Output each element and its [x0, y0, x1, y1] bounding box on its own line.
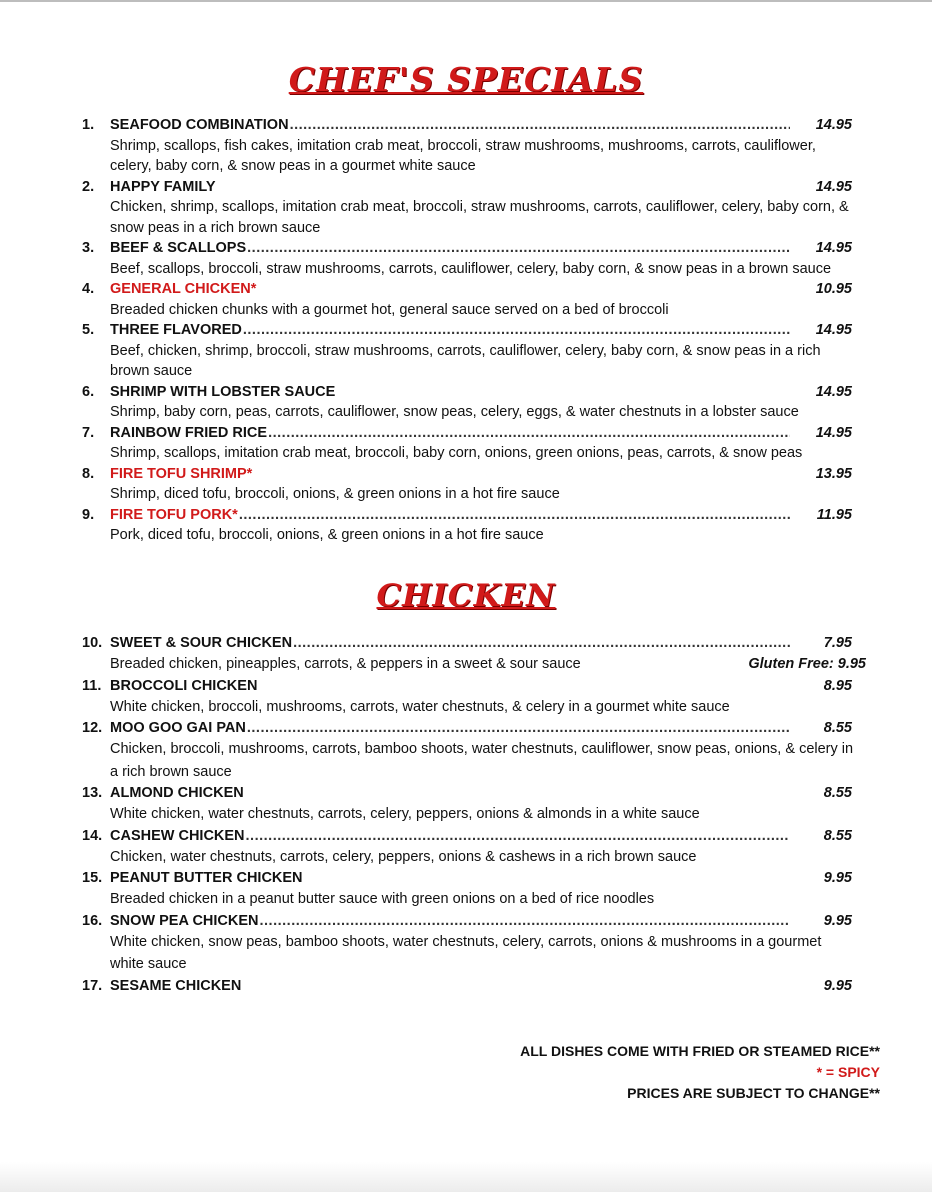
item-number: 8.: [82, 465, 95, 482]
item-name: SEAFOOD COMBINATION: [110, 117, 289, 133]
item-name: SWEET & SOUR CHICKEN: [110, 635, 293, 651]
item-name: FIRE TOFU PORK*: [110, 506, 238, 523]
item-description: Shrimp, scallops, imitation crab meat, broccoli, baby corn, onions, green onions, peas, carrots, & snow peas: [110, 445, 803, 461]
item-name: FIRE TOFU SHRIMP*: [110, 465, 253, 482]
item-description: Shrimp, scallops, fish cakes, imitation crab meat, broccoli, straw mushrooms, mushrooms, carrots, cauliflower, celery, baby corn, & snow peas in a gourmet white sauce: [110, 137, 816, 174]
item-description: [110, 653, 866, 676]
item-number: 17.: [82, 977, 103, 994]
menu-item: [82, 783, 852, 826]
item-price: 9.95: [823, 977, 852, 994]
item-description: Beef, chicken, shrimp, broccoli, straw mushrooms, carrots, cauliflower, celery, baby corn, & snow peas in a rich brown sauce: [110, 342, 821, 379]
chefs-specials-list: [82, 115, 852, 546]
item-price: 14.95: [815, 240, 852, 256]
item-name: BEEF & SCALLOPS: [110, 240, 247, 256]
item-number: 15.: [82, 870, 103, 886]
item-number: 2.: [82, 178, 95, 195]
menu-item: [82, 633, 866, 676]
item-price: 14.95: [815, 117, 852, 133]
item-name: BROCCOLI CHICKEN: [110, 677, 258, 694]
item-name: THREE FLAVORED: [110, 322, 242, 338]
menu-item: [82, 238, 852, 279]
item-name: CASHEW CHICKEN: [110, 827, 245, 844]
menu-item-header: [82, 911, 852, 931]
menu-item: [82, 115, 852, 177]
menu-item-header: [82, 238, 852, 259]
menu-item: [82, 718, 852, 783]
menu-item-header: [82, 382, 852, 403]
item-number: 7.: [82, 424, 95, 441]
menu-item: [82, 382, 852, 423]
item-price: 7.95: [823, 635, 852, 651]
item-description: Shrimp, baby corn, peas, carrots, cauliflower, snow peas, celery, eggs, & water chestnuts in a lobster sauce: [110, 404, 799, 420]
dot-leader: [243, 320, 790, 341]
dot-leader: [293, 633, 790, 653]
item-price: 13.95: [815, 465, 852, 482]
menu-item-header: [82, 868, 852, 888]
page-bottom-shadow: [0, 1162, 932, 1192]
menu-item-header: [82, 423, 852, 444]
item-price: 9.95: [823, 870, 852, 886]
menu-item: [82, 911, 852, 976]
item-number: 10.: [82, 635, 103, 651]
menu-item: [82, 676, 852, 719]
item-number: 4.: [82, 281, 95, 297]
item-number: 13.: [82, 785, 103, 801]
menu-item: [82, 279, 852, 320]
item-description: White chicken, snow peas, bamboo shoots, water chestnuts, celery, carrots, onions & mushrooms in a gourmet white sauce: [110, 933, 822, 972]
menu-item: [82, 320, 852, 382]
dot-leader: [268, 423, 790, 444]
item-name: SESAME CHICKEN: [110, 977, 242, 994]
item-number: 16.: [82, 912, 103, 929]
menu-item: [82, 976, 852, 996]
item-price: 14.95: [815, 322, 852, 338]
menu-item-header: [82, 676, 852, 696]
menu-item-header: [82, 718, 852, 738]
dot-leader: [247, 718, 790, 738]
item-name: SHRIMP WITH LOBSTER SAUCE: [110, 383, 336, 400]
item-price: 11.95: [816, 506, 852, 523]
item-description-text: Breaded chicken, pineapples, carrots, & peppers in a sweet & sour sauce: [110, 656, 581, 672]
item-name: ALMOND CHICKEN: [110, 785, 244, 801]
item-number: 3.: [82, 240, 95, 256]
menu-item-header: [82, 783, 852, 803]
item-number: 5.: [82, 322, 95, 338]
menu-item: [82, 868, 852, 911]
item-price: 8.55: [823, 827, 852, 844]
item-description: Pork, diced tofu, broccoli, onions, & green onions in a hot fire sauce: [110, 527, 544, 543]
item-name: MOO GOO GAI PAN: [110, 720, 246, 736]
menu-item-header: [82, 115, 852, 136]
item-description: White chicken, water chestnuts, carrots, celery, peppers, onions & almonds in a white sauce: [110, 806, 700, 822]
item-price: 14.95: [815, 383, 852, 400]
item-description: White chicken, broccoli, mushrooms, carrots, water chestnuts, & celery in a gourmet white sauce: [110, 698, 730, 715]
price-change-note: PRICES ARE SUBJECT TO CHANGE**: [627, 1085, 880, 1101]
item-name: GENERAL CHICKEN*: [110, 281, 257, 297]
top-border: [0, 0, 932, 2]
gluten-free-price: Gluten Free: 9.95: [748, 656, 866, 672]
item-description: Chicken, shrimp, scallops, imitation crab meat, broccoli, straw mushrooms, carrots, cauliflower, celery, baby corn, & snow peas in a rich brown sauce: [110, 199, 849, 236]
menu-notes: [520, 1041, 880, 1104]
item-name: SNOW PEA CHICKEN: [110, 912, 259, 929]
spicy-legend: * = SPICY: [816, 1064, 880, 1080]
menu-item-header: [82, 633, 852, 653]
item-price: 14.95: [815, 424, 852, 441]
item-description: Breaded chicken in a peanut butter sauce with green onions on a bed of rice noodles: [110, 891, 655, 907]
chefs-specials-title: CHEF'S SPECIALS: [288, 60, 644, 99]
dot-leader: [247, 238, 790, 259]
item-number: 1.: [82, 117, 95, 133]
chicken-title: CHICKEN: [376, 578, 556, 614]
menu-item-header: [82, 177, 852, 198]
item-number: 11.: [82, 677, 102, 694]
item-number: 14.: [82, 827, 103, 844]
item-price: 8.55: [823, 720, 852, 736]
menu-item-header: [82, 464, 852, 485]
menu-item: [82, 826, 852, 869]
menu-item-header: [82, 320, 852, 341]
dot-leader: [290, 115, 790, 136]
item-price: 9.95: [823, 912, 852, 929]
item-description: Shrimp, diced tofu, broccoli, onions, & green onions in a hot fire sauce: [110, 486, 560, 502]
item-number: 12.: [82, 720, 103, 736]
dot-leader: [246, 826, 790, 846]
item-description: Chicken, broccoli, mushrooms, carrots, bamboo shoots, water chestnuts, cauliflower, snow peas, onions, & celery in a rich brown sauce: [110, 741, 854, 780]
item-name: RAINBOW FRIED RICE: [110, 424, 268, 441]
item-description: Chicken, water chestnuts, carrots, celery, peppers, onions & cashews in a rich brown sauce: [110, 848, 697, 865]
menu-item-header: [82, 976, 852, 996]
item-price: 8.55: [823, 785, 852, 801]
item-price: 14.95: [815, 178, 852, 195]
item-description: Breaded chicken chunks with a gourmet hot, general sauce served on a bed of broccoli: [110, 301, 669, 318]
item-price: 8.95: [823, 677, 852, 694]
item-number: 9.: [82, 506, 95, 523]
item-description: Beef, scallops, broccoli, straw mushrooms, carrots, cauliflower, celery, baby corn, & snow peas in a brown sauce: [110, 260, 832, 277]
menu-item-header: [82, 505, 852, 526]
menu-item: [82, 464, 852, 505]
menu-item: [82, 423, 852, 464]
menu-item: [82, 177, 852, 239]
item-price: 10.95: [815, 281, 852, 297]
item-name: PEANUT BUTTER CHICKEN: [110, 870, 303, 886]
chicken-list: [82, 633, 866, 996]
rice-note: ALL DISHES COME WITH FRIED OR STEAMED RICE**: [520, 1043, 880, 1059]
menu-item: [82, 505, 852, 546]
menu-item-header: [82, 279, 852, 300]
menu-item-header: [82, 826, 852, 846]
item-number: 6.: [82, 383, 95, 400]
dot-leader: [239, 505, 790, 526]
item-name: HAPPY FAMILY: [110, 178, 216, 195]
dot-leader: [260, 911, 791, 931]
